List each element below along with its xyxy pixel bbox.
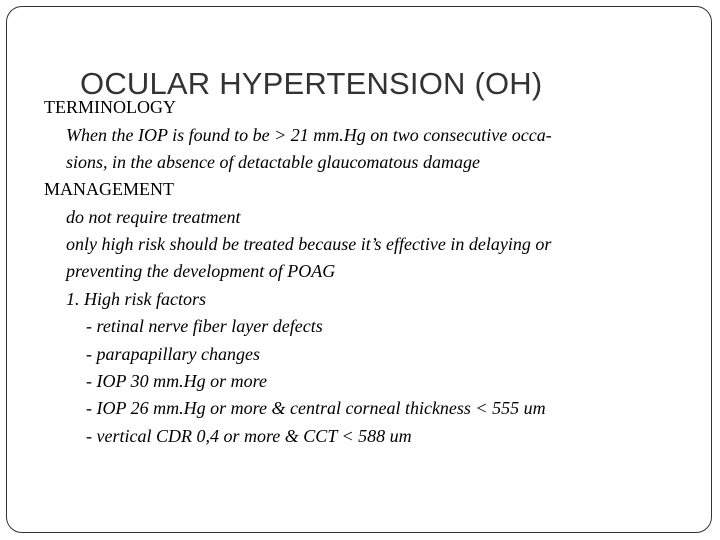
risk-factor-item: - retinal nerve fiber layer defects	[86, 316, 323, 336]
risk-factor-item: - IOP 30 mm.Hg or more	[86, 371, 267, 391]
management-line-1: do not require treatment	[66, 207, 241, 227]
terminology-line-1: When the IOP is found to be > 21 mm.Hg on two consecutive occa-	[66, 125, 552, 145]
risk-factor-item: - IOP 26 mm.Hg or more & central corneal thickness < 555 um	[86, 398, 546, 418]
terminology-line-2: sions, in the absence of detactable glaucomatous damage	[66, 152, 480, 172]
management-line-2: only high risk should be treated because it’s effective in delaying or	[66, 234, 552, 254]
risk-factor-item: - vertical CDR 0,4 or more & CCT < 588 um	[86, 426, 412, 446]
heading-management: MANAGEMENT	[44, 179, 174, 199]
slide-title: OCULAR HYPERTENSION (OH)	[80, 66, 543, 101]
management-line-3: preventing the development of POAG	[66, 261, 336, 281]
risk-factor-item: - parapapillary changes	[86, 344, 260, 364]
risk-factors-heading: 1. High risk factors	[66, 289, 207, 309]
heading-terminology: TERMINOLOGY	[44, 97, 176, 117]
